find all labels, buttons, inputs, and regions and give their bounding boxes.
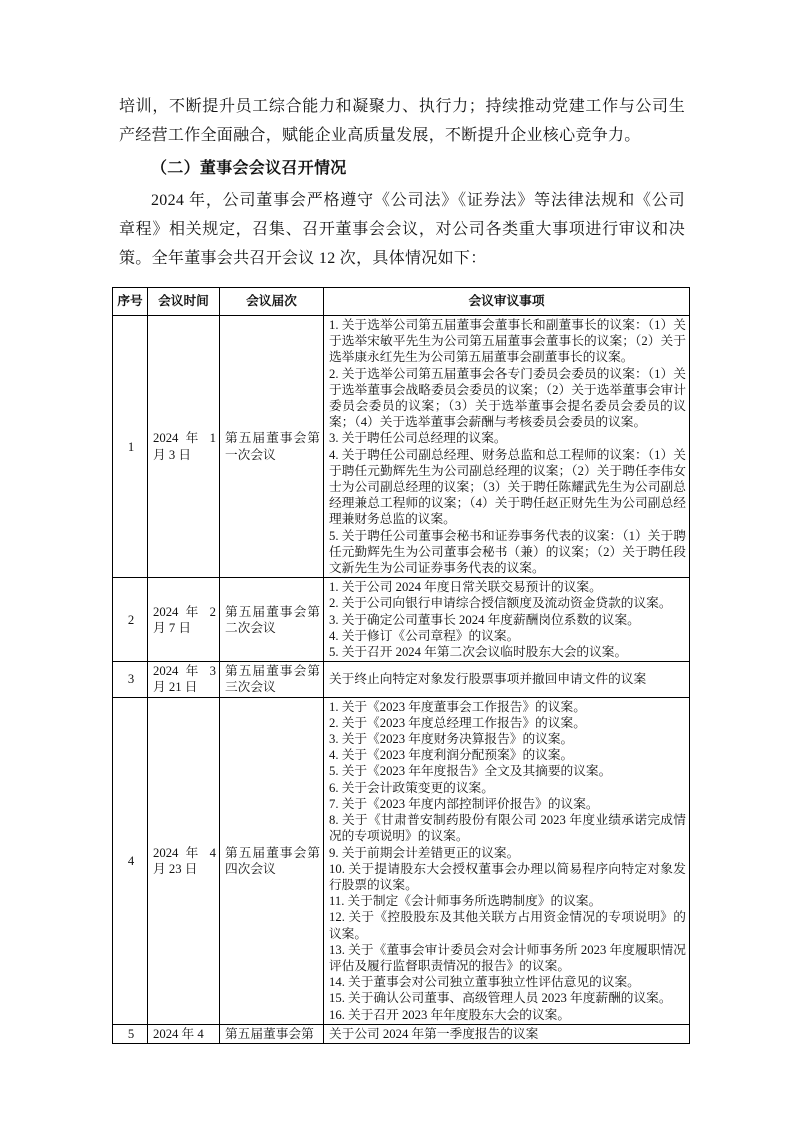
table-row-1 <box>113 316 690 578</box>
cell-seq: 4 <box>113 697 148 1024</box>
agenda-item: 3. 关于《2023 年度财务决算报告》的议案。 <box>329 732 574 747</box>
cell-seq: 3 <box>113 662 148 697</box>
cell-session: 第五届董事会第 <box>220 1024 324 1043</box>
column-header-seq: 序号 <box>113 288 148 316</box>
cell-agenda <box>324 662 690 697</box>
agenda-item: 4. 关于《2023 年度利润分配预案》的议案。 <box>329 748 574 763</box>
cell-time: 2024 年 2 月 7 日 <box>148 578 220 662</box>
agenda-item: 7. 关于《2023 年度内部控制评价报告》的议案。 <box>329 796 599 811</box>
column-header-time: 会议时间 <box>148 288 220 316</box>
agenda-item: 2. 关于公司向银行申请综合授信额度及流动资金贷款的议案。 <box>329 596 672 611</box>
cell-time: 2024 年 3 月 21 日 <box>148 662 220 697</box>
agenda-item: 1. 关于选举公司第五届董事会董事长和副董事长的议案：（1）关于选举宋敏平先生为公司第五届董事会董事长的议案；（2）关于选举康永红先生为公司第五届董事会副董事长的议案。 <box>329 318 686 365</box>
agenda-item: 3. 关于确定公司董事长 2024 年度薪酬岗位系数的议案。 <box>329 612 640 627</box>
agenda-item: 15. 关于确认公司董事、高级管理人员 2023 年度薪酬的议案。 <box>329 991 672 1006</box>
agenda-item: 2. 关于选举公司第五届董事会各专门委员会委员的议案：（1）关于选举董事会战略委员会委员的议案；（2）关于选举董事会审计委员会委员的议案；（3）关于选举董事会提名委员会委员的议案；（4）关于选举董事会薪酬与考核委员会委员的议案。 <box>329 366 686 430</box>
table-header <box>113 288 690 316</box>
column-header-session: 会议届次 <box>220 288 324 316</box>
cell-time: 2024 年 4 月 23 日 <box>148 697 220 1024</box>
cell-agenda <box>324 697 690 1024</box>
cell-session: 第五届董事会第一次会议 <box>220 316 324 578</box>
section-heading: （二）董事会会议召开情况 <box>151 160 347 177</box>
table-row-5-clipped <box>113 1024 690 1043</box>
cell-agenda <box>324 1024 690 1043</box>
agenda-item: 3. 关于聘任公司总经理的议案。 <box>329 431 507 446</box>
cell-session: 第五届董事会第四次会议 <box>220 697 324 1024</box>
agenda-item: 关于终止向特定对象发行股票事项并撤回申请文件的议案 <box>329 672 647 687</box>
agenda-item: 14. 关于董事会对公司独立董事独立性评估意见的议案。 <box>329 975 640 990</box>
cell-agenda <box>324 578 690 662</box>
cell-session: 第五届董事会第二次会议 <box>220 578 324 662</box>
paragraph-continued: 培训，不断提升员工综合能力和凝聚力、执行力；持续推动党建工作与公司生产经营工作全面融合，赋能企业高质量发展，不断提升企业核心竞争力。 <box>119 98 685 144</box>
document-content <box>112 92 689 1044</box>
agenda-item: 16. 关于召开 2023 年年度股东大会的议案。 <box>329 1007 571 1022</box>
agenda-item: 1. 关于《2023 年度董事会工作报告》的议案。 <box>329 699 586 714</box>
table-header-row <box>113 288 690 316</box>
agenda-item: 12. 关于《控股股东及其他关联方占用资金情况的专项说明》的议案。 <box>329 910 686 941</box>
agenda-item: 11. 关于制定《会计师事务所选聘制度》的议案。 <box>329 894 602 909</box>
column-header-agenda: 会议审议事项 <box>324 288 690 316</box>
table-row-4 <box>113 697 690 1024</box>
board-meetings-table <box>112 287 690 1044</box>
paragraph-intro: 2024 年，公司董事会严格遵守《公司法》《证券法》等法律法规和《公司章程》相关规定，召集、召开董事会会议，对公司各类重大事项进行审议和决策。全年董事会共召开会议 12 次，具体情况如下： <box>119 192 685 267</box>
cell-agenda <box>324 316 690 578</box>
agenda-item: 5. 关于聘任公司董事会秘书和证券事务代表的议案：（1）关于聘任元勤辉先生为公司董事会秘书（兼）的议案；（2）关于聘任段文新先生为公司证券事务代表的议案。 <box>329 528 686 576</box>
agenda-item: 10. 关于提请股东大会授权董事会办理以简易程序向特定对象发行股票的议案。 <box>329 861 686 892</box>
cell-seq: 2 <box>113 578 148 662</box>
agenda-item: 关于公司 2024 年第一季度报告的议案 <box>329 1026 539 1041</box>
agenda-item: 5. 关于召开 2024 年第二次会议临时股东大会的议案。 <box>329 645 628 660</box>
cell-time: 2024 年 1 月 3 日 <box>148 316 220 578</box>
table-row-3 <box>113 662 690 697</box>
cell-seq: 5 <box>113 1024 148 1043</box>
agenda-item: 9. 关于前期会计差错更正的议案。 <box>329 845 520 860</box>
agenda-item: 8. 关于《甘肃普安制药股份有限公司 2023 年度业绩承诺完成情况的专项说明》的议案。 <box>329 813 686 844</box>
agenda-item: 4. 关于聘任公司副总经理、财务总监和总工程师的议案：（1）关于聘任元勤辉先生为公司副总经理的议案；（2）关于聘任李伟女士为公司副总经理的议案；（3）关于聘任陈耀武先生为公司副总经理兼总工程师的议案；（4）关于聘任赵正财先生为公司副总经理兼财务总监的议案。 <box>329 447 686 527</box>
cell-session: 第五届董事会第三次会议 <box>220 662 324 697</box>
agenda-item: 2. 关于《2023 年度总经理工作报告》的议案。 <box>329 715 586 730</box>
cell-time: 2024 年 4 <box>148 1024 220 1043</box>
agenda-item: 5. 关于《2023 年年度报告》全文及其摘要的议案。 <box>329 764 612 779</box>
agenda-item: 13. 关于《董事会审计委员会对会计师事务所 2023 年度履职情况评估及履行监督职责情况的报告》的议案。 <box>329 942 686 973</box>
agenda-item: 1. 关于公司 2024 年度日常关联交易预计的议案。 <box>329 580 602 595</box>
agenda-item: 4. 关于修订《公司章程》的议案。 <box>329 628 520 643</box>
cell-seq: 1 <box>113 316 148 578</box>
table-body <box>113 316 690 1044</box>
agenda-item: 6. 关于会计政策变更的议案。 <box>329 780 494 795</box>
table-row-2 <box>113 578 690 662</box>
